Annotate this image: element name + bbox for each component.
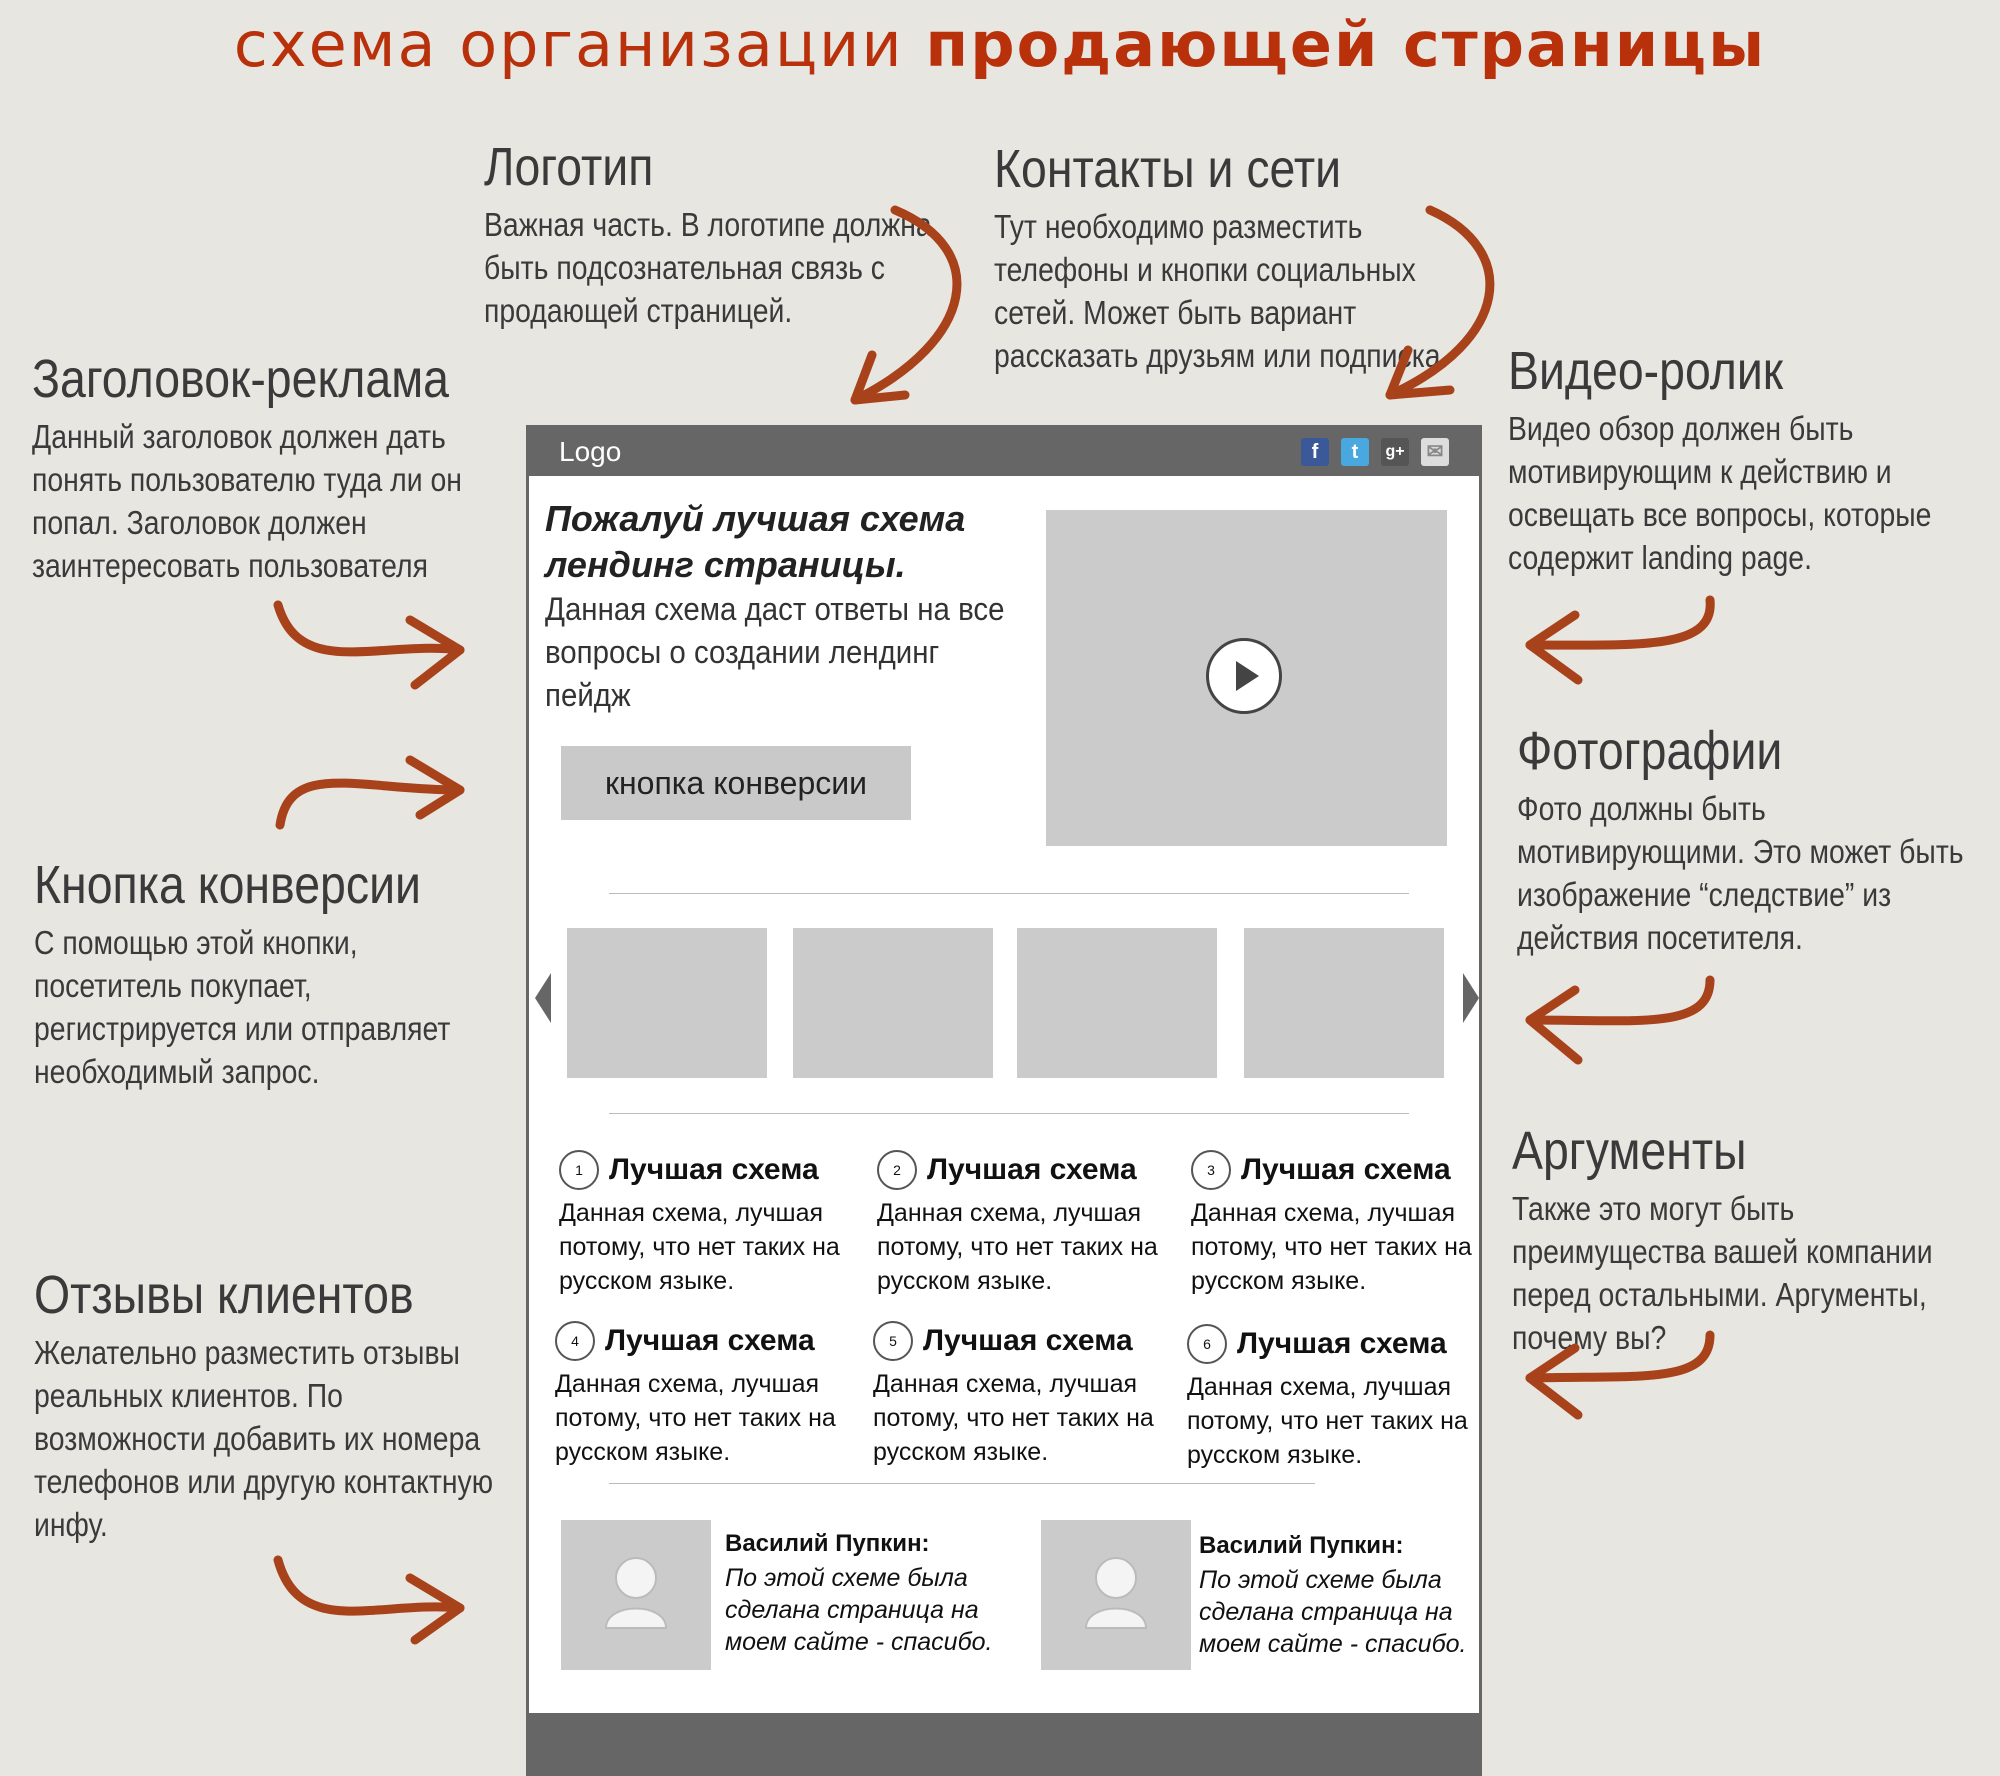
feature-text: Данная схема, лучшая потому, что нет таких на русском языке. <box>555 1370 836 1466</box>
annotation-title: Логотип <box>484 137 654 197</box>
annotation-text: Также это могут быть преимущества вашей компании перед остальными. Аргументы, почему вы? <box>1512 1190 1933 1357</box>
feature-item <box>559 1150 869 1298</box>
feature-title: Лучшая схема <box>923 1324 1133 1357</box>
annotation-text: Данный заголовок должен дать понять пользователю туда ли он попал. Заголовок должен заинтересовать пользователя <box>32 418 462 585</box>
feature-item <box>1187 1324 1497 1472</box>
number-badge: 3 <box>1191 1150 1231 1190</box>
annotation-text: Желательно разместить отзывы реальных клиентов. По возможности добавить их номера телефонов или другую контактную инфу. <box>34 1334 494 1544</box>
feature-text: Данная схема, лучшая потому, что нет таких на русском языке. <box>873 1370 1154 1466</box>
facebook-icon: f <box>1301 438 1329 466</box>
mockup-subline: Данная схема даст ответы на все вопросы о создании лендинг пейдж <box>545 591 1005 713</box>
feature-item <box>1191 1150 1501 1298</box>
arrow-to-logo <box>855 210 957 400</box>
feature-text: Данная схема, лучшая потому, что нет таких на русском языке. <box>1187 1373 1468 1469</box>
carousel-next-icon[interactable] <box>1461 973 1481 1023</box>
mockup-header-bar <box>529 428 1479 476</box>
number-badge: 1 <box>559 1150 599 1190</box>
photo-placeholder <box>567 928 767 1078</box>
carousel-prev-icon[interactable] <box>533 973 553 1023</box>
landing-page-mockup <box>526 425 1482 1776</box>
mockup-logo: Logo <box>559 436 622 467</box>
mockup-headline: Пожалуй лучшая схема лендинг страницы. <box>545 498 966 585</box>
number-badge: 2 <box>877 1150 917 1190</box>
number-badge: 5 <box>873 1321 913 1361</box>
arrow-to-headline <box>278 605 460 685</box>
conversion-button[interactable]: кнопка конверсии <box>561 746 911 820</box>
review-author: Василий Пупкин: <box>1199 1532 1404 1559</box>
feature-title: Лучшая схема <box>1237 1327 1447 1360</box>
arrow-to-video <box>1530 600 1710 680</box>
photo-placeholder <box>1244 928 1444 1078</box>
feature-item <box>555 1321 865 1469</box>
review-text: По этой схеме была сделана страница на моем сайте - спасибо. <box>1199 1566 1467 1658</box>
email-icon: ✉ <box>1421 438 1449 466</box>
review-text: По этой схеме была сделана страница на моем сайте - спасибо. <box>725 1564 993 1656</box>
annotation-title: Контакты и сети <box>994 139 1342 199</box>
annotation-title: Аргументы <box>1512 1121 1747 1181</box>
avatar <box>561 1520 711 1670</box>
annotation-text: Видео обзор должен быть мотивирующим к действию и освещать все вопросы, которые содержит landing page. <box>1508 410 1932 577</box>
video-placeholder[interactable] <box>1046 510 1447 846</box>
annotation-title: Заголовок-реклама <box>32 349 449 409</box>
photo-placeholder <box>793 928 993 1078</box>
play-icon[interactable] <box>1206 638 1282 714</box>
feature-title: Лучшая схема <box>609 1153 819 1186</box>
divider <box>609 1113 1409 1114</box>
photo-placeholder <box>1017 928 1217 1078</box>
annotation-title: Кнопка конверсии <box>34 855 421 915</box>
arrow-to-photos <box>1530 980 1710 1060</box>
google-plus-icon: g+ <box>1381 438 1409 466</box>
feature-item <box>877 1150 1187 1298</box>
arrow-to-contacts <box>1390 210 1490 395</box>
annotation-title: Видео-ролик <box>1508 341 1784 401</box>
twitter-icon: t <box>1341 438 1369 466</box>
mockup-footer-bar <box>529 1713 1479 1773</box>
annotation-text: С помощью этой кнопки, посетитель покупает, регистрируется или отправляет необходимый запрос. <box>34 924 451 1091</box>
feature-text: Данная схема, лучшая потому, что нет таких на русском языке. <box>559 1199 840 1295</box>
number-badge: 4 <box>555 1321 595 1361</box>
feature-item <box>873 1321 1183 1469</box>
divider <box>609 1483 1315 1484</box>
feature-text: Данная схема, лучшая потому, что нет таких на русском языке. <box>877 1199 1158 1295</box>
arrow-to-arguments <box>1530 1335 1710 1415</box>
review-author: Василий Пупкин: <box>725 1530 930 1557</box>
annotation-title: Фотографии <box>1517 721 1783 781</box>
arrow-to-reviews <box>278 1560 460 1640</box>
divider <box>609 893 1409 894</box>
feature-title: Лучшая схема <box>605 1324 815 1357</box>
number-badge: 6 <box>1187 1324 1227 1364</box>
arrow-to-button <box>280 760 460 825</box>
annotation-text: Важная часть. В логотипе должна быть подсознательная связь с продающей страницей. <box>484 206 932 330</box>
annotation-text: Тут необходимо разместить телефоны и кнопки социальных сетей. Может быть вариант рассказать друзьям или подписка. <box>994 208 1449 375</box>
user-icon <box>1041 1520 1191 1670</box>
annotation-title: Отзывы клиентов <box>34 1265 414 1325</box>
feature-text: Данная схема, лучшая потому, что нет таких на русском языке. <box>1191 1199 1472 1295</box>
avatar <box>1041 1520 1191 1670</box>
feature-title: Лучшая схема <box>1241 1153 1451 1186</box>
user-icon <box>561 1520 711 1670</box>
feature-title: Лучшая схема <box>927 1153 1137 1186</box>
annotation-text: Фото должны быть мотивирующими. Это может быть изображение “следствие” из действия посетителя. <box>1517 790 1964 957</box>
page-title: схема организации продающей страницы <box>233 8 1767 81</box>
